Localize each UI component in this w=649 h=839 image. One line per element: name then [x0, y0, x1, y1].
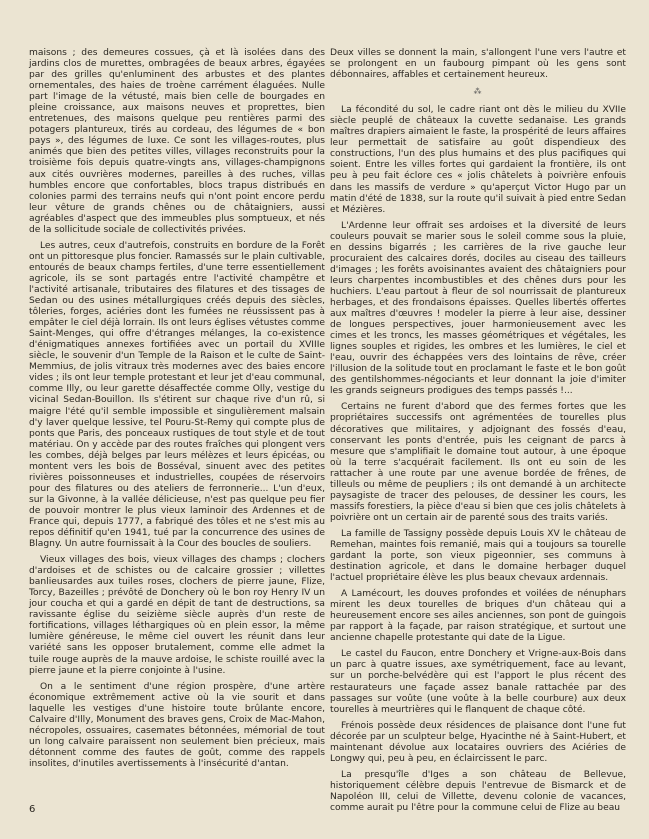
section-separator: ⁂ — [473, 87, 483, 97]
paragraph: La presqu'île d'Iges a son château de Bellevue, historiquement célèbre depuis l'entrevue de Bismarck et de Napoléon III, celui de Villette, devenu colonie de vacances, comme aurait pu l'être pour la commune celui de Flize au beau — [330, 769, 626, 813]
paragraph: Le castel du Faucon, entre Donchery et Vrigne-aux-Bois dans un parc à quatre issues, axe symétriquement, face au levant, sur un porche-belvédère qui est l'apport le plus récent des restaurateurs une façade assez banale rattachée par des passages sur voûte (une voûte à la belle courbure) aux deux tourelles à meurtrières qui le flanquent de chaque côté. — [330, 649, 626, 715]
paragraph: A Lamécourt, les douves profondes et voilées de nénuphars mirent les deux tourelles de briques d'un château qui a heureusement encore ses ailes anciennes, son pont de guingois par rapport à la façade, par raison stratégique, et surtout une ancienne chapelle protestante qui date de la Ligue. — [330, 589, 626, 644]
paragraph: La fécondité du sol, le cadre riant ont dès le milieu du XVIIe siècle peuplé de châteaux la cuvette sedanaise. Les grands maîtres drapiers aimaient le faste, la prospérité de leurs affaires leur permettait de satisfaire au goût dispendieux des constructions, l'un des plus humains et des plus pacifiques qui soient. Entre les villes fortes qui gardaient la frontière, ils ont peu à peu fait éclore ces « jolis châtelets à poivrière enfouis dans les massifs de verdure » qu'aperçut Victor Hugo par un matin d'été de 1838, sur la route qu'il suivait à pied entre Sedan et Mézières. — [330, 105, 626, 215]
left-column — [29, 48, 325, 775]
right-column — [330, 48, 626, 819]
paragraph: La famille de Tassigny possède depuis Louis XV le château de Remehan, maintes fois remanié, mais qui a toujours sa tourelle gardant la porte, son vieux pigeonnier, ses communs à destination agricole, et dans le domaine herbager duquel l'actuel propriétaire élève les plus beaux chevaux ardennais. — [330, 528, 626, 584]
paragraph: Frénois possède deux résidences de plaisance dont l'une fut décorée par un sculpteur belge, Hyacinthe né à Saint-Hubert, et maintenant dévolue aux locataires ouvriers des Aciéries de Longwy qui, peu à peu, en éclaircissent le parc. — [330, 720, 626, 764]
paragraph: Les autres, ceux d'autrefois, construits en bordure de la Forêt ont un pittoresque plus foncier. Ramassés sur le plain cultivable, entourés de beaux champs fertiles, d'une terre essentiellement agricole, ils se sont partagés entre l'activité champêtre et l'activité artisanale, tributaires des filatures et des tissages de Sedan ou des usines métallurgiques créés depuis des siècles, tôleries, forges, aciéries dont les fumées ne réussissent pas à empâter le ciel déjà lorrain. Ils ont leurs églises vétustes comme Saint-Menges, qui offre d'étranges mélanges, la co-existence d'énigmatiques annexes fortifiées avec un portail du XVIIIe siècle, le souvenir d'un Temple de la Raison et le culte de Saint-Memmius, de jolis vitraux très modernes avec des baies encore vides ; ils ont leur temple protestant et leur jet d'eau communal, comme Illy, ou leur garette désaffectée comme Olly, vestige du vicinal Sedan-Bouillon. Ils s'étirent sur chaque rive d'un rû, si maigre l'été qu'il semble impossible et singulièrement malsain d'y laver quelque lessive, tel Pouru-St-Remy qui compte plus de ponts que Paris, des ponceaux rustiques de tout style et de tout matériau. On y accède par des routes fraîches qui plongent vers les combes, déjà belges par leurs mélèzes et leurs épicéas, ou montent vers les bois de Bosséval, sinuent avec des petites rivières poissonneuses et industrielles, coupées de réservoirs pour des filatures ou des ateliers de ferronnerie... L'un d'eux, sur la Givonne, à la vallée délicieuse, n'est pas quelque peu fier de pouvoir montrer le plus vieux laminoir des Ardennes et de France qui, depuis 1777, a fabriqué des tôles et ne s'est mis au repos définitif qu'en 1941, tué par la concurrence des usines de Blagny. Un autre fournissait à la Cour des boucles de souliers. — [29, 240, 325, 550]
page-number: 6 — [29, 804, 36, 815]
paragraph: L'Ardenne leur offrait ses ardoises et la diversité de leurs couleurs pouvait se marier sous le soleil comme sous la pluie, en dessins bigarrés ; les carrières de la rive gauche leur procuraient des calcaires dorés, dociles au ciseau des tailleurs d'images ; les forêts avoisinantes avaient des châtaigniers pour leurs charpentes incombustibles et des chênes durs pour les huchiers. L'eau partout à fleur de sol nourrissait de plantureux herbages, et des frondaisons épaisses. Quelles libertés offertes aux maîtres d'œuvres ! modeler la pierre à leur aise, dessiner de longues perspectives, jouer harmonieusement avec les cimes et les troncs, les masses géométriques et végétales, les lignes souples et rigides, les ombres et les lumières, le ciel et l'eau, ouvrir des échappées vers des lointains de rêve, créer l'illusion de la solitude tout en proclamant le faste et le bon goût des gentilshommes-négociants et leur donnant la joie d'imiter les grands seigneurs prodigues des temps passés !... — [330, 220, 626, 397]
paragraph-intro: Deux villes se donnent la main, s'allongent l'une vers l'autre et se prolongent en un faubourg pimpant où les gens sont débonnaires, affables et certainement heureux. — [330, 48, 626, 81]
paragraph: Certains ne furent d'abord que des fermes fortes que les propriétaires successifs ont agrémentées de tourelles plus décoratives que militaires, y adjoignant des fossés d'eau, conservant les ponts d'entrée, puis les ceignant de parcs à mesure que s'amplifiait le domaine tout autour, à une époque où la terre s'acquérait facilement. Ils ont eu soin de les rattacher à une route par une avenue bordée de frênes, de tilleuls ou même de peupliers ; ils ont demandé à un architecte paysagiste de tracer des pelouses, de dessiner les cours, les massifs forestiers, la pièce d'eau si bien que ces jolis châtelets à poivrière ont un certain air de parenté sous des traits variés. — [330, 402, 626, 523]
paragraph: On a le sentiment d'une région prospère, d'une artère économique extrêmement active où la vie sourit et dans laquelle les vestiges d'une histoire toute brûlante encore, Calvaire d'Illy, Monument des braves gens, Croix de Mac-Mahon, nécropoles, ossuaires, casemates bétonnées, mémorial de tout un long calvaire paraissent non seulement bien précieux, mais détonnent comme des fautes de goût, comme des rappels insolites, d'inutiles avertissements à l'insécurité d'antan. — [29, 681, 325, 769]
paragraph: maisons ; des demeures cossues, çà et là isolées dans des jardins clos de murettes, ombragées de beaux arbres, égayées par des grilles qu'enluminent des arbustes et des plantes ornementales, des haies de troène carrément élaguées. Nulle part l'image de la vétusté, mais bien celle de bourgades en pleine croissance, aux maisons neuves et proprettes, bien entretenues, des maisons quelque peu rentières parmi des potagers plantureux, tirés au cordeau, des légumes de « bon pays », des légumes de luxe. Ce sont les villages-routes, plus animés que bien des petites villes, villages reconstruits pour la troisième fois depuis quatre-vingts ans, villages-champignons aux cités ouvrières modernes, pareilles à des ruches, villas humbles encore que confortables, blocs trapus distribués en colonies parmi des terrains neufs qui n'ont point encore perdu leur vêture de grands chênes ou de châtaigniers, aussi agréables d'aspect que des immeubles plus somptueux, et nés de la sollicitude sociale de collectivités privées. — [29, 48, 325, 235]
paragraph: Vieux villages des bois, vieux villages des champs ; clochers d'ardoises et de schistes ou de calcaire grossier ; villettes banlieusardes aux tuiles roses, clochers de pierre jaune, Flize, Torcy, Bazeilles ; prévôté de Donchery où le bon roy Henry IV un jour coucha et qui a gardé en dépit de tant de destructions, sa ravissante église du seizième siècle auprès d'un reste de fortifications, villages léthargiques où en plein essor, la même lumière généreuse, le même ciel ouvert les réunit dans leur variété sans les opposer brutalement, comme elle admet la tuile rouge auprès de la mauve ardoise, le schiste rouillé avec la pierre jaune et la pierre conjointe à l'usine. — [29, 555, 325, 676]
